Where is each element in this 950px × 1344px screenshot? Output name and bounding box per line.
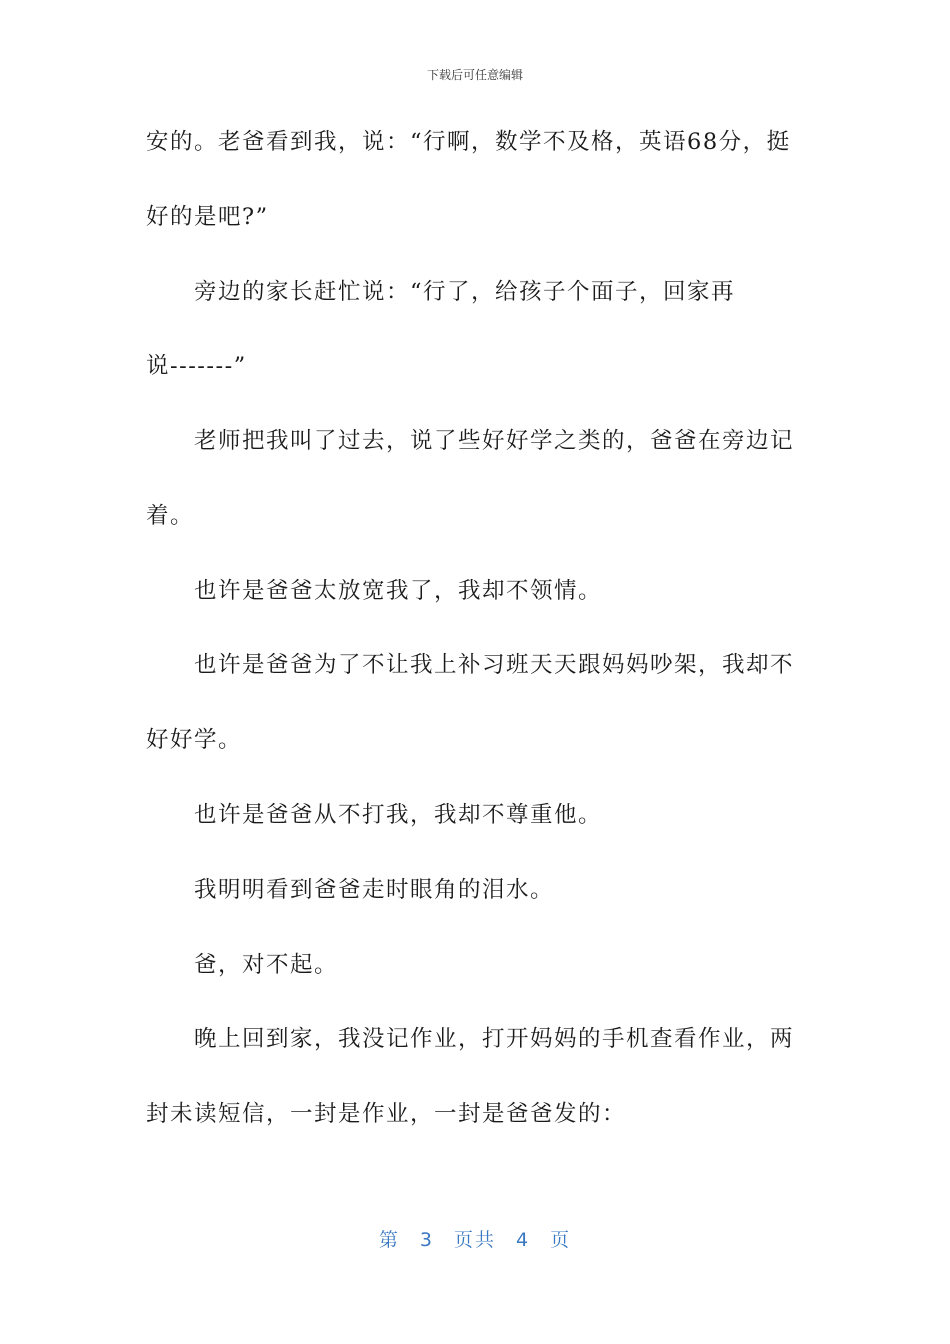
text-line: 好好学。 (146, 727, 243, 754)
header-note: 下载后可任意编辑 (426, 68, 523, 82)
text-line: 老师把我叫了过去，说了些好好学之类的，爸爸在旁边记 (194, 428, 795, 455)
text-line: 也许是爸爸为了不让我上补习班天天跟妈妈吵架，我却不 (194, 652, 795, 679)
text-line: 也许是爸爸太放宽我了，我却不领情。 (194, 577, 603, 604)
text-line: 安的。老爸看到我，说：“行啊，数学不及格，英语68分，挺 (146, 129, 791, 155)
current-page-number: 3 (419, 1229, 434, 1251)
page-middle: 页共 (453, 1229, 496, 1251)
page-suffix: 页 (550, 1229, 572, 1251)
text-line: 好的是吧?” (146, 203, 269, 230)
page-footer (0, 1225, 950, 1252)
text-line: 旁边的家长赶忙说：“行了，给孩子个面子，回家再 (194, 278, 736, 305)
text-line: 说-------” (146, 353, 247, 380)
total-pages-number: 4 (516, 1229, 531, 1251)
text-line: 我明明看到爸爸走时眼角的泪水。 (194, 876, 555, 903)
page-prefix: 第 (378, 1229, 400, 1251)
text-line: 爸，对不起。 (194, 951, 339, 978)
text-line: 也许是爸爸从不打我，我却不尊重他。 (194, 802, 603, 829)
document-body (146, 124, 806, 1134)
text-line: 着。 (146, 502, 195, 529)
text-line: 晚上回到家，我没记作业，打开妈妈的手机查看作业，两 (194, 1026, 795, 1053)
text-line: 封未读短信，一封是作业，一封是爸爸发的： (146, 1101, 627, 1128)
